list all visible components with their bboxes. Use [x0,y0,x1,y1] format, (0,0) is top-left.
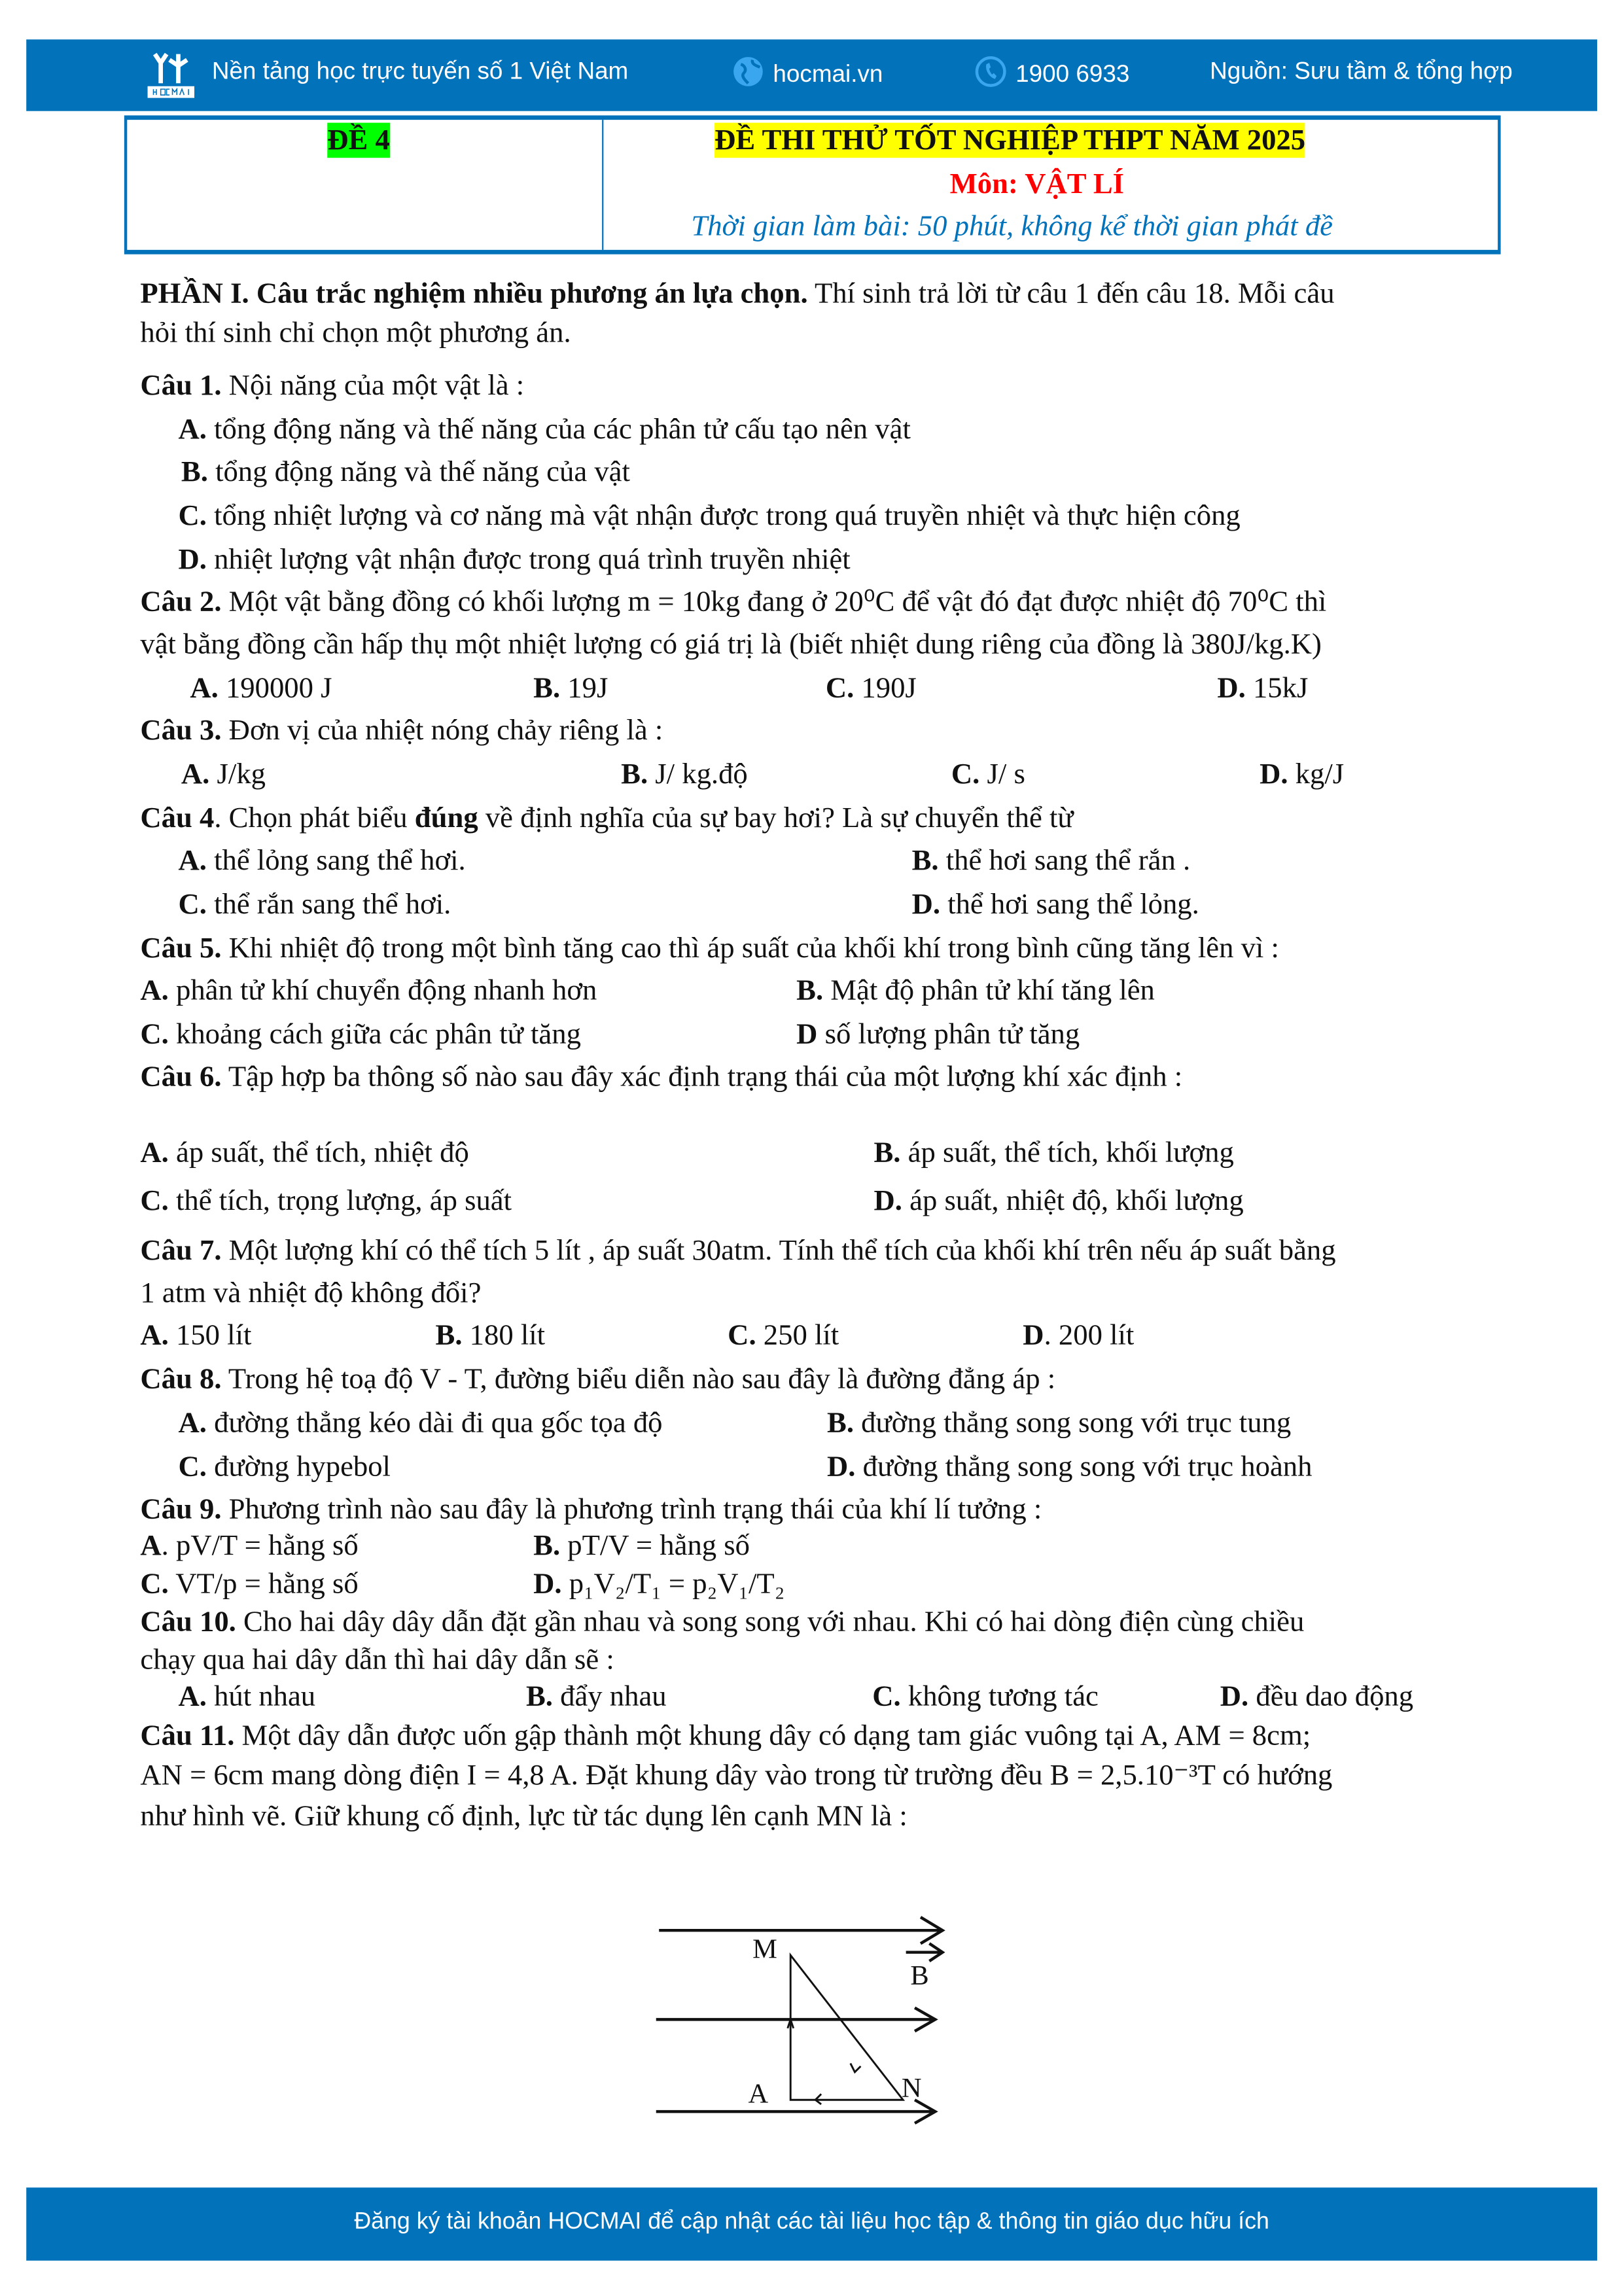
q6-text: Tập hợp ba thông số nào sau đây xác định trạng thái của một lượng khí xác định : [221,1061,1183,1093]
letters-a: A. [140,974,169,1007]
letters-d: D. [533,1568,562,1600]
q2-label: Câu 2. [140,586,222,618]
letters-b: B. [533,1530,561,1563]
q6-d: áp suất, nhiệt độ, khối lượng [902,1185,1244,1218]
letters-b: B. [621,758,648,791]
letters-a: A. [178,844,207,877]
q8-label: Câu 8. [140,1363,222,1396]
q7-option-c[interactable] [728,1318,839,1353]
q3-a: J/kg [209,758,266,791]
q2-d: 15kJ [1245,672,1309,705]
q11-text: Một dây dẫn được uốn gập thành một khung dây có dạng tam giác vuông tại A, AM = 8cm; [234,1720,1311,1752]
q3-label: Câu 3. [140,715,222,747]
field-line-top [659,1917,942,1943]
q4-c: thể rắn sang thể hơi. [206,888,451,921]
q10-text: Cho hai dây dây dẫn đặt gần nhau và song song với nhau. Khi có hai dòng điện cùng chiều [236,1606,1305,1638]
q7-option-b[interactable] [436,1318,546,1353]
q7-text: Một lượng khí có thể tích 5 lít , áp suất 30atm. Tính thể tích của khối khí trên nếu áp suất bằng [221,1235,1336,1267]
source-text: Nguồn: Sưu tầm & tổng hợp [1210,58,1513,85]
letters-d: D. [1260,758,1288,791]
q7-label: Câu 7. [140,1235,222,1267]
q9-label: Câu 9. [140,1493,222,1526]
q6-option-a[interactable] [140,1135,468,1171]
question-4 [140,801,1073,836]
q5-option-c[interactable] [140,1017,581,1052]
field-line-middle [656,2008,936,2032]
question-10-cont: chạy qua hai dây dẫn thì hai dây dẫn sẽ : [140,1644,614,1676]
q4-text: . Chọn phát biểu [214,802,415,835]
question-7 [140,1233,1335,1269]
letters-d: D. [911,888,941,921]
b-vector-arrow [906,1943,943,1961]
letters-d: D. [1217,672,1246,705]
q9-b: pT/V = hằng số [560,1530,750,1563]
website-link[interactable] [732,56,883,95]
q9-option-a[interactable] [140,1528,358,1564]
header-bar [26,39,1597,111]
q2-c: 190J [854,672,917,705]
label-b: B [910,1960,929,1991]
duration: Thời gian làm bài: 50 phút, không kể thời gian phát đề [691,210,1333,243]
q10-a: hút nhau [206,1680,316,1713]
q6-option-c[interactable] [140,1184,512,1219]
field-line-bottom [656,2100,936,2123]
letters-a: A. [178,1680,207,1713]
exam-code: ĐỀ 4 [327,123,390,158]
letters-d: D. [178,543,207,576]
q1-label: Câu 1. [140,370,222,402]
hocmai-logo [143,48,199,109]
q11-label: Câu 11. [140,1720,235,1752]
letters-c: C. [140,1018,169,1051]
q8-option-d[interactable] [827,1449,1312,1485]
q6-option-d[interactable] [874,1184,1244,1219]
q1-option-c[interactable] [178,499,1240,534]
exam-title-box [124,115,1501,254]
globe-icon [732,56,764,95]
q10-option-a[interactable] [178,1679,315,1714]
letters-d: D. [827,1451,856,1483]
q2-option-d[interactable] [1217,671,1308,706]
question-11-cont-2: như hình vẽ. Giữ khung cố định, lực từ tác dụng lên cạnh MN là : [140,1800,908,1833]
q2-a: 190000 J [218,672,332,705]
question-5 [140,931,1279,966]
letters-a: A. [140,1319,169,1352]
q10-label: Câu 10. [140,1606,236,1638]
q1-a: tổng động năng và thế năng của các phân tử cấu tạo nên vật [214,414,911,446]
section-header [140,276,1334,311]
letters-a: A. [190,672,219,705]
question-6 [140,1059,1182,1095]
q9-d: p₁V₂/T₁ = p₂V₁/T₂ [561,1568,785,1600]
letters-a: A. [178,1407,207,1439]
q9-a: . pV/T = hằng số [161,1530,359,1563]
q1-d: nhiệt lượng vật nhận được trong quá trình truyền nhiệt [214,543,851,576]
q7-d: . 200 lít [1044,1319,1135,1352]
q4-text-end: về định nghĩa của sự bay hơi? Là sự chuyển thể từ [478,802,1074,835]
letters-c: C. [178,1451,207,1483]
q8-option-a[interactable] [178,1405,662,1441]
letters-c: C. [140,1185,169,1218]
letters-d: D. [1220,1680,1249,1713]
footer-bar [26,2187,1597,2261]
question-2-cont: vật bằng đồng cần hấp thụ một nhiệt lượng có giá trị là (biết nhiệt dung riêng của đồng là 380J/kg.K) [140,628,1322,661]
q3-b: J/ kg.độ [648,758,748,791]
q2-option-b[interactable] [533,671,608,706]
letters-c: C. [825,672,855,705]
letters-c: C. [872,1680,901,1713]
phone-link[interactable] [975,56,1130,95]
q8-b: đường thẳng song song với trục tung [854,1407,1292,1439]
q2-b: 19J [560,672,608,705]
phone-icon [975,56,1007,95]
q4-a: thể lỏng sang thể hơi. [206,844,466,877]
q2-option-c[interactable] [826,671,917,706]
question-1 [140,368,524,404]
q3-option-d[interactable] [1260,757,1344,792]
triangle-frame [788,1955,903,2104]
q5-option-a[interactable] [140,973,597,1008]
q8-a: đường thẳng kéo dài đi qua gốc tọa độ [206,1407,663,1439]
question-2 [140,584,1326,620]
q3-option-a[interactable] [181,757,266,792]
q8-text: Trong hệ toạ độ V - T, đường biểu diễn nào sau đây là đường đẳng áp : [221,1363,1056,1396]
q6-b: áp suất, thể tích, khối lượng [900,1137,1234,1169]
q8-d: đường thẳng song song với trục hoành [855,1451,1313,1483]
letters-a: A. [181,758,210,791]
q4-label: Câu 4 [140,802,215,835]
section-title: PHẦN I. Câu trắc nghiệm nhiều phương án lựa chọn. [140,277,808,310]
website-text: hocmai.vn [773,61,883,88]
q4-option-d[interactable] [912,887,1199,923]
letters-b: B. [827,1407,855,1439]
q4-option-b[interactable] [912,843,1191,879]
q3-option-b[interactable] [621,757,748,792]
question-3 [140,713,663,749]
q5-option-d[interactable] [796,1017,1080,1052]
letters-a: A. [140,1137,169,1169]
q10-option-d[interactable] [1220,1679,1413,1714]
q6-c: thể tích, trọng lượng, áp suất [168,1185,512,1218]
section-intro-2: hỏi thí sinh chỉ chọn một phương án. [140,317,571,349]
q9-c: VT/p = hằng số [168,1568,359,1600]
footer-text[interactable]: Đăng ký tài khoản HOCMAI để cập nhật các tài liệu học tập & thông tin giáo dục hữu ích [354,2209,1269,2234]
letters-b: B. [435,1319,463,1352]
q3-text: Đơn vị của nhiệt nóng chảy riêng là : [221,715,663,747]
q6-label: Câu 6. [140,1061,222,1093]
question-7-cont: 1 atm và nhiệt độ không đổi? [140,1277,482,1310]
label-n: N [901,2072,922,2104]
phone-text: 1900 6933 [1015,61,1130,88]
letters-b: B. [525,1680,553,1713]
q9-text: Phương trình nào sau đây là phương trình trạng thái của khí lí tưởng : [221,1493,1042,1526]
question-11 [140,1718,1311,1754]
q4-option-c[interactable] [178,887,451,923]
label-m: M [752,1934,777,1965]
q4-bold: đúng [414,802,478,835]
q10-option-c[interactable] [872,1679,1099,1714]
q8-c: đường hypebol [206,1451,391,1483]
q8-option-b[interactable] [827,1405,1291,1441]
header-slogan: Nền tảng học trực tuyến số 1 Việt Nam [211,58,629,85]
q7-b: 180 lít [462,1319,546,1352]
q3-c: J/ s [979,758,1025,791]
q5-b: Mật độ phân tử khí tăng lên [823,974,1155,1007]
letters-b: B. [911,844,939,877]
letters-b: B. [873,1137,901,1169]
q3-d: kg/J [1288,758,1345,791]
label-a: A [748,2078,769,2110]
letters-a-plain: A [140,1530,162,1563]
letters-d-plain: D [1023,1319,1044,1352]
subject: Môn: VẬT LÍ [949,168,1125,200]
q8-option-c[interactable] [178,1449,391,1485]
table-divider [602,120,603,250]
magnetic-field-triangle-figure [643,1899,972,2133]
q10-d: đều dao động [1248,1680,1414,1713]
letters-b: B. [796,974,824,1007]
q2-option-a[interactable] [190,671,332,706]
question-10 [140,1604,1304,1640]
q6-option-b[interactable] [874,1135,1234,1171]
q1-b: tổng động năng và thế năng của vật [215,455,630,488]
letters-b: B. [181,455,208,488]
letters-c: C. [178,888,207,921]
letters-c: C. [140,1568,169,1600]
q7-a: 150 lít [168,1319,252,1352]
letters-d: D. [873,1185,902,1218]
q2-text: Một vật bằng đồng có khối lượng m = 10kg đang ở 20⁰C để vật đó đạt được nhiệt độ 70⁰C thì [221,586,1327,618]
q5-label: Câu 5. [140,932,222,964]
q10-b: đẩy nhau [552,1680,667,1713]
q9-option-d[interactable] [533,1566,785,1602]
q1-option-d[interactable] [178,542,850,578]
q3-option-c[interactable] [951,757,1025,792]
q1-text: Nội năng của một vật là : [221,370,525,402]
letters-b: B. [533,672,561,705]
q4-option-a[interactable] [178,843,465,879]
letters-a: A. [178,414,207,446]
q4-d: thể hơi sang thể lỏng. [940,888,1199,921]
q7-option-d[interactable] [1023,1318,1134,1353]
q1-option-b[interactable] [181,455,630,490]
q1-option-a[interactable] [178,412,910,448]
letters-c: C. [951,758,980,791]
question-9 [140,1492,1042,1527]
q9-option-b[interactable] [533,1528,750,1564]
q10-option-b[interactable] [526,1679,667,1714]
q7-option-a[interactable] [140,1318,251,1353]
question-11-cont: AN = 6cm mang dòng điện I = 4,8 A. Đặt khung dây vào trong từ trường đều B = 2,5.10⁻³T có hướng [140,1759,1333,1792]
q6-a: áp suất, thể tích, nhiệt độ [168,1137,469,1169]
letters-c: C. [178,499,207,532]
q1-c: tổng nhiệt lượng và cơ năng mà vật nhận được trong quá truyền nhiệt và thực hiện công [214,499,1241,532]
q4-b: thể hơi sang thể rắn . [938,844,1191,877]
q9-option-c[interactable] [140,1566,358,1602]
exam-title: ĐỀ THI THỬ TỐT NGHIỆP THPT NĂM 2025 [714,123,1305,158]
question-8 [140,1362,1055,1397]
q5-d: số lượng phân tử tăng [817,1018,1080,1051]
q5-option-b[interactable] [796,973,1155,1008]
section-intro: Thí sinh trả lời từ câu 1 đến câu 18. Mỗi câu [807,277,1335,310]
q5-c: khoảng cách giữa các phân tử tăng [168,1018,581,1051]
q10-c: không tương tác [900,1680,1099,1713]
letters-c: C. [728,1319,756,1352]
q5-text: Khi nhiệt độ trong một bình tăng cao thì áp suất của khối khí trong bình cũng tăng lên vì : [221,932,1279,964]
q7-c: 250 lít [756,1319,839,1352]
q5-a: phân tử khí chuyển động nhanh hơn [168,974,597,1007]
letters-d-plain: D [796,1018,818,1051]
